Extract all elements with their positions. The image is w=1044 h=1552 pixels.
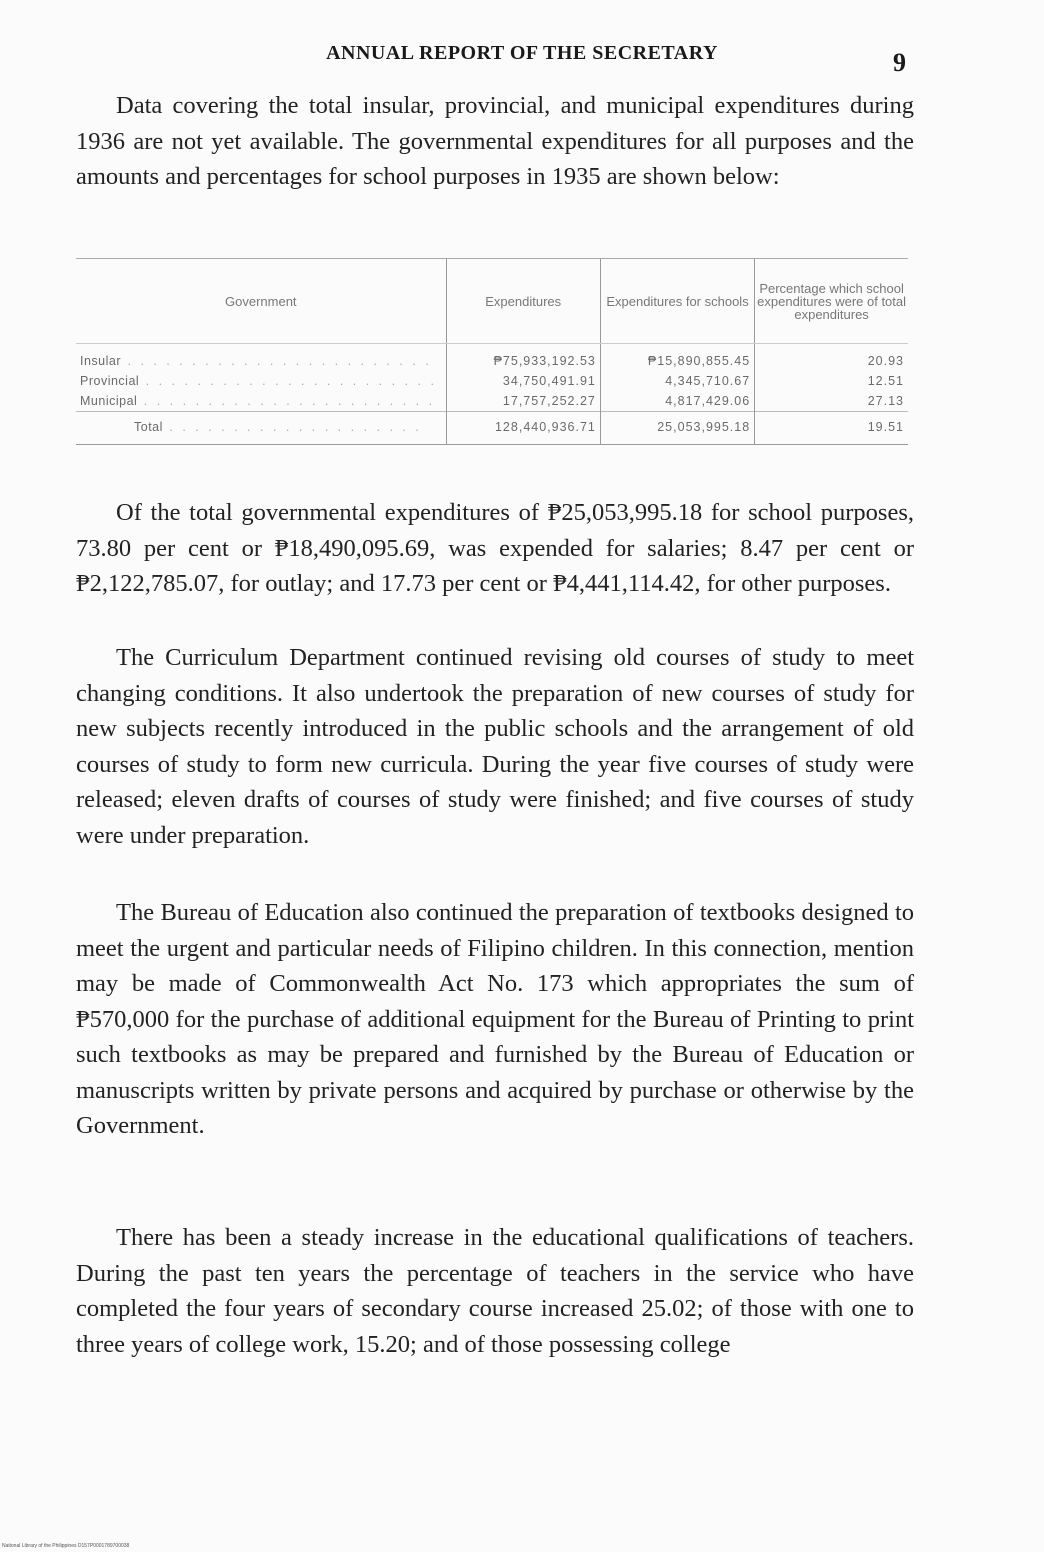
total-label: Total — [134, 420, 163, 434]
row-percentage: 20.93 — [755, 344, 908, 372]
scan-footer: National Library of the Philippines D157P0001789700038 — [2, 1543, 130, 1549]
table-row — [76, 391, 908, 412]
table-header-row — [76, 259, 908, 344]
table-total-row — [76, 412, 908, 445]
dot-leader: . . . . . . . . . . . . . . . . . . . . . . . — [137, 394, 436, 408]
total-school-expenditures: 25,053,995.18 — [600, 412, 754, 445]
row-government: Insular — [80, 354, 122, 368]
row-percentage: 12.51 — [755, 371, 908, 391]
row-school-expenditures: ₱15,890,855.45 — [600, 344, 754, 372]
dot-leader: . . . . . . . . . . . . . . . . . . . . . . . — [139, 374, 437, 388]
paragraph-teacher-qualifications: There has been a steady increase in the educational qualifications of teachers. During the past ten years the percentage of teachers in the service who have completed the four years of secondary course increased 25.02; of those with one to three years of college work, 15.20; and of those possessing college — [76, 1224, 914, 1358]
row-percentage: 27.13 — [755, 391, 908, 412]
expenditures-table — [76, 258, 908, 445]
paragraph-textbooks: The Bureau of Education also continued the preparation of textbooks designed to meet the urgent and particular needs of Filipino children. In this connection, mention may be made of Commonwealth Act No. 173 which appropriates the sum of ₱570,000 for the purchase of additional equipment for the Bureau of Printing to print such textbooks as may be prepared and furnished by the Bureau of Education or manuscripts written by private persons and acquired by purchase or otherwise by the Government. — [76, 899, 914, 1139]
total-percentage: 19.51 — [755, 412, 908, 445]
row-school-expenditures: 4,817,429.06 — [600, 391, 754, 412]
row-expenditures: 17,757,252.27 — [446, 391, 600, 412]
total-expenditures: 128,440,936.71 — [446, 412, 600, 445]
paragraph-curriculum: The Curriculum Department continued revising old courses of study to meet changing conditions. It also undertook the preparation of new courses of study for new subjects recently introduced in the public schools and the arrangement of old courses of study to form new curricula. During the year five courses of study were released; eleven drafts of courses of study were finished; and five courses of study were under preparation. — [76, 644, 914, 849]
header-expenditures: Expenditures — [446, 259, 600, 344]
table-row — [76, 344, 908, 372]
row-government: Municipal — [80, 394, 138, 408]
row-government: Provincial — [80, 374, 140, 388]
header-government: Government — [76, 259, 446, 344]
row-school-expenditures: 4,345,710.67 — [600, 371, 754, 391]
header-school-expenditures: Expenditures for schools — [600, 259, 754, 344]
table-row — [76, 371, 908, 391]
paragraph-school-expenditures: Of the total governmental expenditures of ₱25,053,995.18 for school purposes, 73.80 per cent or ₱18,490,095.69, was expended for salaries; 8.47 per cent or ₱2,122,785.07, for outlay; and 17.73 per cent or ₱4,441,114.42, for other purposes. — [76, 499, 914, 597]
row-expenditures: 34,750,491.91 — [446, 371, 600, 391]
dot-leader: . . . . . . . . . . . . . . . . . . . . — [162, 420, 422, 434]
row-expenditures: ₱75,933,192.53 — [446, 344, 600, 372]
header-percentage: Percentage which school expenditures were of total expenditures — [755, 259, 908, 344]
paragraph-intro: Data covering the total insular, provincial, and municipal expenditures during 1936 are not yet available. The governmental expenditures for all purposes and the amounts and percentages for school purposes in 1935 are shown below: — [76, 92, 914, 190]
running-head: ANNUAL REPORT OF THE SECRETARY — [326, 42, 718, 64]
dot-leader: . . . . . . . . . . . . . . . . . . . . . . . . — [121, 354, 432, 368]
page-number: 9 — [893, 48, 906, 77]
